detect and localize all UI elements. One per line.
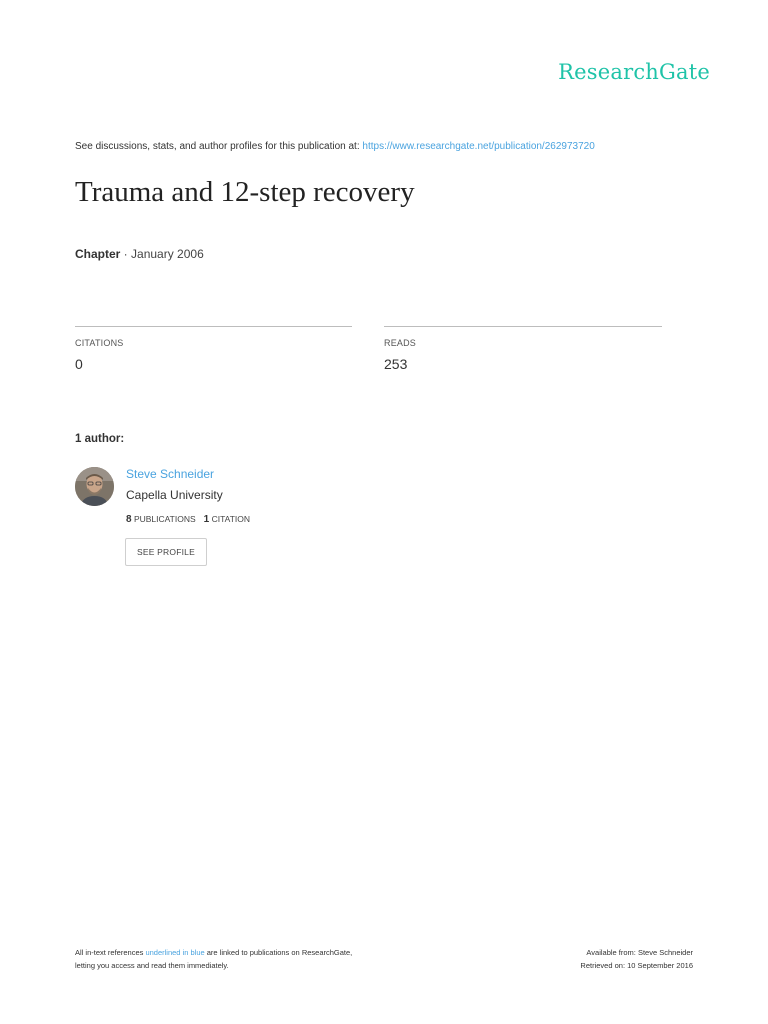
author-stats — [126, 514, 250, 525]
publication-date: January 2006 — [131, 247, 204, 261]
publication-type: Chapter — [75, 247, 121, 261]
publication-meta — [75, 247, 204, 261]
reads-value: 253 — [384, 356, 408, 372]
footer-note-line1 — [75, 946, 352, 959]
author-citations-label: CITATION — [211, 514, 250, 524]
footer-retrieved-on: Retrieved on: 10 September 2016 — [580, 961, 693, 970]
footer-note-part1: All in-text references — [75, 948, 146, 957]
see-profile-button[interactable]: SEE PROFILE — [125, 538, 207, 566]
meta-separator: · — [120, 247, 132, 261]
footer-note-part2: are linked to publications on ResearchGate, — [204, 948, 353, 957]
publication-title: Trauma and 12-step recovery — [75, 176, 415, 208]
author-institution: Capella University — [126, 488, 223, 502]
publication-url-link[interactable]: https://www.researchgate.net/publication/262973720 — [362, 141, 595, 152]
citations-value: 0 — [75, 356, 83, 372]
author-avatar[interactable] — [75, 467, 114, 506]
reads-stat — [384, 326, 662, 387]
author-citations-count: 1 — [203, 514, 210, 525]
author-name-link[interactable]: Steve Schneider — [126, 467, 215, 481]
footer-available-from: Available from: Steve Schneider — [586, 948, 693, 957]
discussion-prefix: See discussions, stats, and author profiles for this publication at: — [75, 141, 363, 152]
footer-note-link-text: underlined in blue — [145, 948, 205, 957]
footer-note-line2: letting you access and read them immediately. — [75, 961, 229, 970]
author-publications-label: PUBLICATIONS — [133, 514, 196, 524]
footer-note — [75, 946, 352, 972]
authors-heading: 1 author: — [75, 433, 125, 445]
researchgate-logo[interactable]: ResearchGate — [558, 60, 710, 84]
discussion-line — [75, 141, 595, 152]
footer-availability — [580, 946, 693, 972]
author-publications-count: 8 — [126, 514, 132, 525]
citations-stat — [75, 326, 352, 387]
reads-label: READS — [384, 338, 417, 348]
citations-label: CITATIONS — [75, 338, 124, 348]
author-photo-icon — [75, 467, 114, 506]
